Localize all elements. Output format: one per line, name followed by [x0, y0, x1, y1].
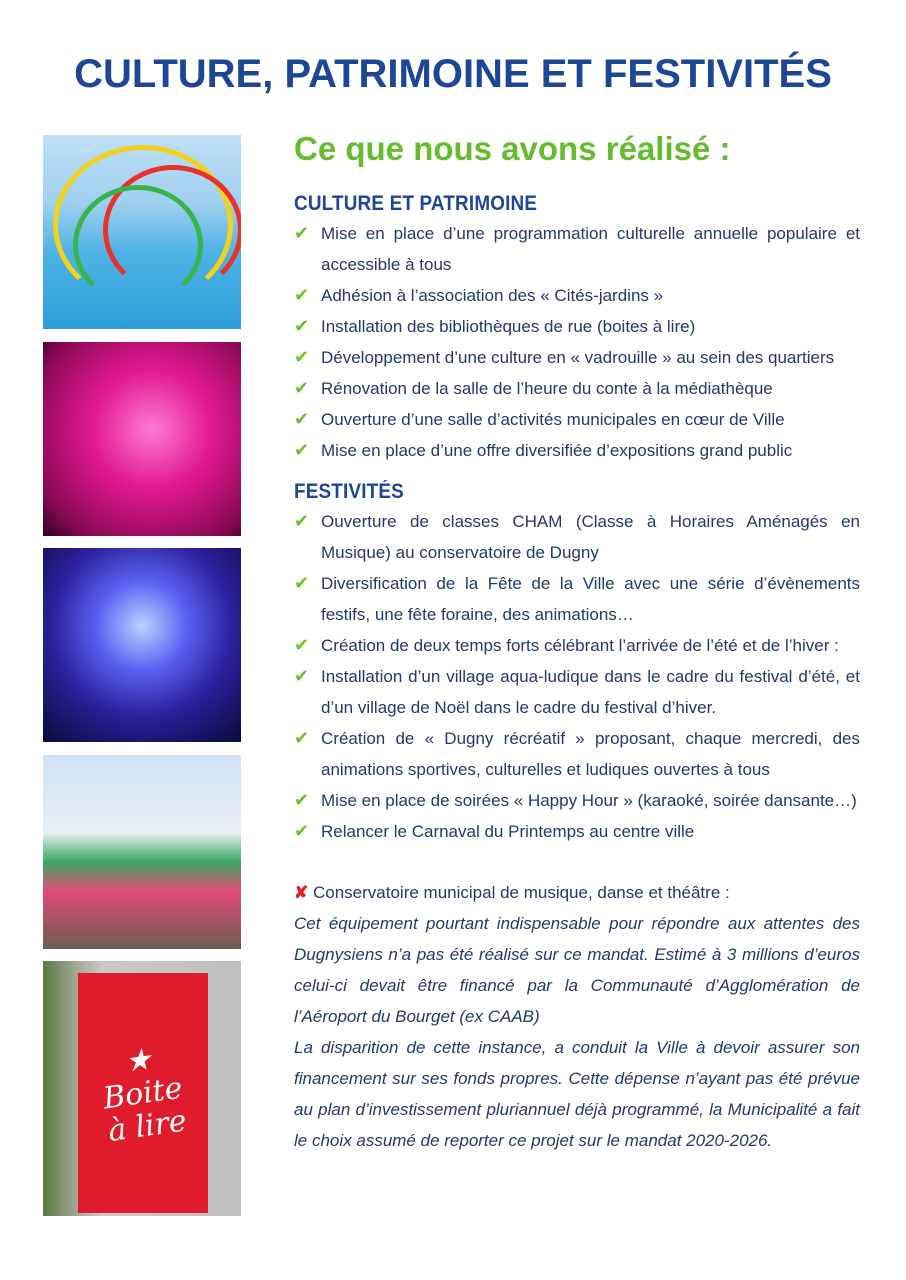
- list-item: ✔ Adhésion à l’association des « Cités-jardins »: [294, 280, 860, 311]
- festivites-list: [294, 506, 860, 847]
- not-done-paragraph-2: La disparition de cette instance, a conduit la Ville à devoir assurer son financement sur ses fonds propres. Cette dépense n’ayant pas été prévue au plan d’investissement pluriannuel déjà programmé, la Municipalité a fait le choix assumé de reporter ce projet sur le mandat 2020-2026.: [294, 1038, 860, 1150]
- check-icon: ✔: [294, 409, 310, 429]
- arc-decoration: [73, 185, 203, 305]
- section-heading-festivites: FESTIVITÉS: [294, 480, 404, 503]
- check-icon: ✔: [294, 635, 310, 655]
- list-item: ✔ Ouverture d’une salle d’activités municipales en cœur de Ville: [294, 404, 860, 435]
- check-icon: ✔: [294, 511, 310, 531]
- list-item: ✔ Relancer le Carnaval du Printemps au centre ville: [294, 816, 860, 847]
- cross-icon: ✘: [294, 883, 309, 902]
- main-content: [294, 130, 860, 1156]
- list-item: ✔ Développement d’une culture en « vadrouille » au sein des quartiers: [294, 342, 860, 373]
- not-done-heading: ✘ Conservatoire municipal de musique, danse et théâtre :: [294, 883, 730, 902]
- check-icon: ✔: [294, 316, 310, 336]
- check-icon: ✔: [294, 347, 310, 367]
- check-icon: ✔: [294, 285, 310, 305]
- check-icon: ✔: [294, 666, 310, 686]
- check-icon: ✔: [294, 223, 310, 243]
- photo-christmas-lights: [43, 548, 241, 742]
- list-item: ✔ Rénovation de la salle de l’heure du conte à la médiathèque: [294, 373, 860, 404]
- list-item: ✔ Installation d’un village aqua-ludique dans le cadre du festival d’été, et d’un village de Noël dans le cadre du festival d’hiver.: [294, 661, 860, 723]
- culture-list: [294, 218, 860, 466]
- check-icon: ✔: [294, 573, 310, 593]
- photo-funfair-ride: [43, 755, 241, 949]
- section-heading-culture: CULTURE ET PATRIMOINE: [294, 192, 538, 215]
- check-icon: ✔: [294, 821, 310, 841]
- list-item: ✔ Mise en place d’une programmation culturelle annuelle populaire et accessible à tous: [294, 218, 860, 280]
- subtitle: Ce que nous avons réalisé :: [294, 130, 731, 167]
- not-done-paragraph-1: Cet équipement pourtant indispensable pour répondre aux attentes des Dugnysiens n’a pas été réalisé sur ce mandat. Estimé à 3 millions d’euros celui-ci devait être financé par la Communauté d’Agglomération de l’Aéroport du Bourget (ex CAAB): [294, 914, 860, 1026]
- page-title: CULTURE, PATRIMOINE ET FESTIVITÉS: [74, 52, 832, 96]
- list-item: ✔ Création de deux temps forts célébrant l’arrivée de l’été et de l’hiver :: [294, 630, 860, 661]
- photo-boite-a-lire-sign: [43, 961, 241, 1216]
- not-done-block: [294, 877, 860, 1156]
- check-icon: ✔: [294, 378, 310, 398]
- list-item: ✔ Création de « Dugny récréatif » proposant, chaque mercredi, des animations sportives, culturelles et ludiques ouvertes à tous: [294, 723, 860, 785]
- photo-dancer: [43, 342, 241, 536]
- check-icon: ✔: [294, 790, 310, 810]
- check-icon: ✔: [294, 440, 310, 460]
- check-icon: ✔: [294, 728, 310, 748]
- list-item: ✔ Mise en place d’une offre diversifiée d’expositions grand public: [294, 435, 860, 466]
- list-item: ✔ Mise en place de soirées « Happy Hour » (karaoké, soirée dansante…): [294, 785, 860, 816]
- list-item: ✔ Ouverture de classes CHAM (Classe à Horaires Aménagés en Musique) au conservatoire de Dugny: [294, 506, 860, 568]
- list-item: ✔ Diversification de la Fête de la Ville avec une série d’évènements festifs, une fête foraine, des animations…: [294, 568, 860, 630]
- boite-a-lire-sign: ★ Boite à lire: [78, 973, 208, 1213]
- photo-water-playground: [43, 135, 241, 329]
- list-item: ✔ Installation des bibliothèques de rue (boites à lire): [294, 311, 860, 342]
